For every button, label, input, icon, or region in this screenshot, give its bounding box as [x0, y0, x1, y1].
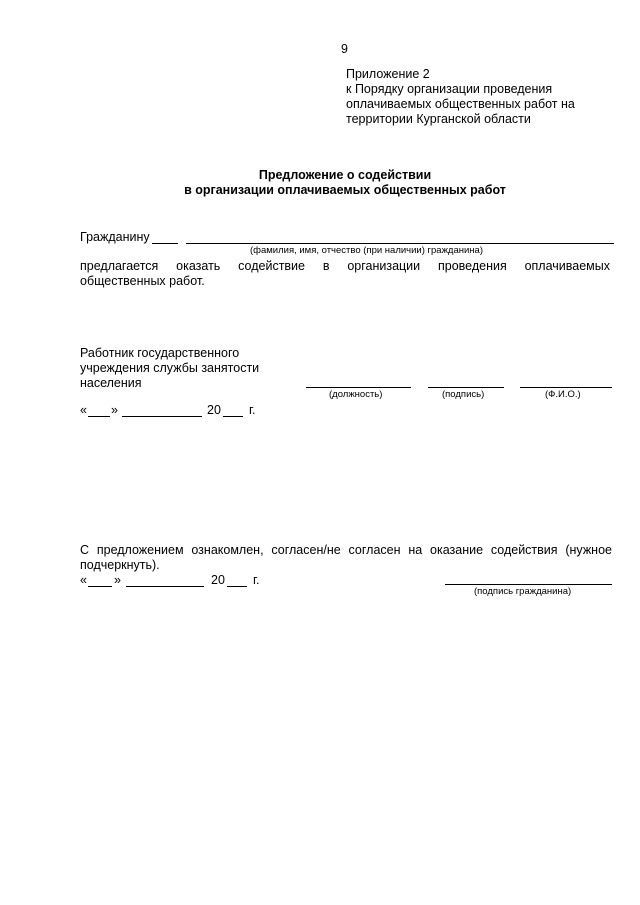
title-line-1: Предложение о содействии — [258, 168, 432, 182]
appendix-line-4: территории Курганской области — [346, 112, 531, 126]
offer-line-1: предлагается оказать содействие в организации проведения оплачиваемых — [80, 259, 610, 273]
citizen-short-line — [152, 243, 178, 244]
worker-signature-line — [428, 387, 504, 388]
ack-signature-caption: (подпись гражданина) — [474, 586, 572, 597]
worker-signature-caption: (подпись) — [442, 389, 485, 400]
worker-line-3: населения — [80, 376, 142, 390]
worker-date-close-quote: » — [111, 403, 118, 417]
worker-date-year-line — [223, 416, 243, 417]
worker-date-month-line — [122, 416, 202, 417]
citizen-label: Гражданину — [80, 230, 150, 244]
worker-date-day-line — [88, 416, 110, 417]
ack-signature-line — [445, 584, 612, 585]
ack-date-day-line — [88, 586, 112, 587]
title-line-2: в организации оплачиваемых общественных работ — [184, 183, 506, 197]
citizen-fio-caption: (фамилия, имя, отчество (при наличии) гражданина) — [250, 245, 484, 256]
ack-line-2: подчеркнуть). — [80, 558, 160, 572]
ack-line-1: С предложением ознакомлен, согласен/не согласен на оказание содействия (нужное — [80, 543, 612, 557]
worker-line-2: учреждения службы занятости — [80, 361, 260, 375]
worker-position-line — [306, 387, 411, 388]
appendix-line-1: Приложение 2 — [346, 67, 430, 81]
ack-date-year-line — [227, 586, 247, 587]
worker-date-suffix: г. — [249, 403, 256, 417]
ack-date-month-line — [126, 586, 204, 587]
worker-fio-caption: (Ф.И.О.) — [545, 389, 581, 400]
ack-date-year: 20 — [211, 573, 225, 587]
worker-line-1: Работник государственного — [80, 346, 240, 360]
worker-position-caption: (должность) — [329, 389, 383, 400]
appendix-line-2: к Порядку организации проведения — [346, 82, 553, 96]
ack-date-open-quote: « — [80, 573, 87, 587]
worker-date-open-quote: « — [80, 403, 87, 417]
ack-date-close-quote: » — [114, 573, 121, 587]
offer-line-2: общественных работ. — [80, 274, 205, 288]
worker-fio-line — [520, 387, 612, 388]
worker-date-year: 20 — [207, 403, 221, 417]
ack-date-suffix: г. — [253, 573, 260, 587]
appendix-line-3: оплачиваемых общественных работ на — [346, 97, 575, 111]
page-number: 9 — [341, 42, 348, 56]
citizen-fio-line — [186, 243, 614, 244]
